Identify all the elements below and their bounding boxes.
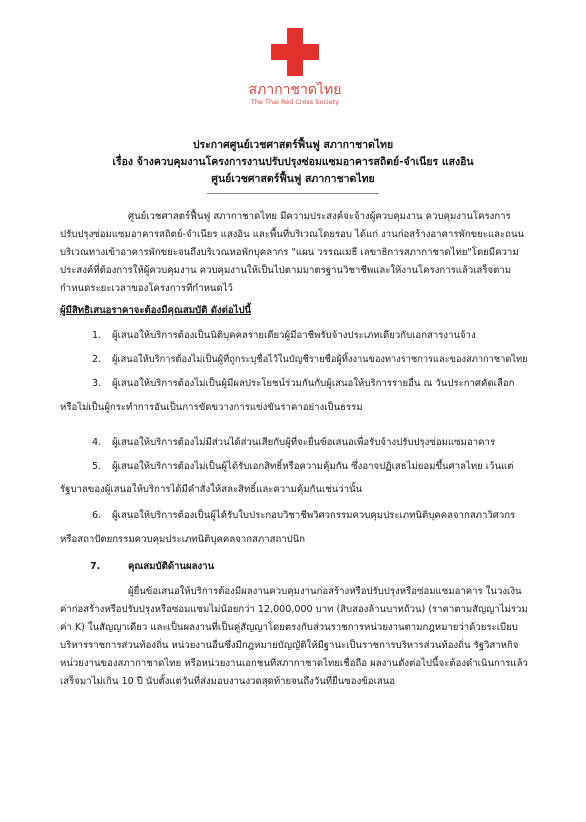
announcement-title: ประกาศศูนย์เวชศาสตร์ฟื้นฟู สภากาชาดไทย xyxy=(192,139,394,151)
section-line: ค่า K) ในสัญญาเดียว และเป็นผลงานที่เป็นคู่สัญญาโดยตรงกับส่วนราชการหน่วยงานตามกฎหมายว่าด้วยระเบียบ xyxy=(60,622,518,633)
list-item-number: 4. xyxy=(92,437,102,448)
qualifications-heading: ผู้มีสิทธิเสนอราคาจะต้องมีคุณสมบัติ ดังต่อไปนี้ xyxy=(60,305,252,316)
list-item: ผู้เสนอให้บริการต้องไม่เป็นผู้มีผลประโยชน์ร่วมกันกับผู้เสนอให้บริการรายอื่น ณ วันประกาศคัดเลือก xyxy=(112,378,515,389)
intro-line: กำหนดระยะเวลาของโครงการที่กำหนดไว้ xyxy=(60,283,233,294)
list-item-number: 1. xyxy=(92,330,102,341)
list-item: ผู้เสนอให้บริการต้องไม่เป็นผู้ได้รับเอกสิทธิ์หรือความคุ้มกัน ซึ่งอาจปฏิเสธไม่ยอมขึ้นศาลไทย เว้นแต่ xyxy=(112,461,514,472)
list-item-number: 6. xyxy=(92,510,102,521)
list-item-continuation: หรือไม่เป็นผู้กระทำการอันเป็นการขัดขวางการแข่งขันราคาอย่างเป็นธรรม xyxy=(60,402,363,413)
header-divider xyxy=(207,193,379,194)
section-line: หน่วยงานของสภากาชาดไทย หรือหน่วยงานเอกชนที่สภากาชาดไทยเชื่อถือ ผลงานดังต่อไปนี้จะต้องดำเนินการแล้ว xyxy=(60,658,528,669)
intro-line: ประสงค์ที่ต้องการให้ผู้ควบคุมงาน ควบคุมงานให้เป็นไปตามมาตรฐานวิชาชีพและให้งานโครงการแล้วเสร็จตาม xyxy=(60,265,512,276)
thai-red-cross-logo xyxy=(248,28,342,106)
logo-english-name: The Thai Red Cross Society xyxy=(250,98,340,106)
list-item-number: 3. xyxy=(92,378,102,389)
red-cross-icon xyxy=(271,28,319,76)
list-item-continuation: รัฐบาลของผู้เสนอให้บริการได้มีคำสั่งให้สละสิทธิ์และความคุ้มกันเช่นว่านั้น xyxy=(60,484,363,495)
list-item-continuation: หรือสถาปัตยกรรมควบคุมประเภทนิติบุคคลจากสภาสถาปนิก xyxy=(60,534,306,545)
list-item: ผู้เสนอให้บริการต้องไม่มีส่วนได้ส่วนเสียกับผู้ที่จะยื่นข้อเสนอเพื่อรับจ้างปรับปรุงซ่อมแซมอาคาร xyxy=(112,437,496,448)
section-line: ค่าก่อสร้างหรือปรับปรุงหรือซ่อมแซมไม่น้อยกว่า 12,000,000 บาท (สิบสองล้านบาทถ้วน) (ราคาตามสัญญาไม่รวม xyxy=(60,604,528,615)
list-item: ผู้เสนอให้บริการต้องเป็นนิติบุคคลรายเดียวผู้มีอาชีพรับจ้างประเภทเดียวกับเอกสารงานจ้าง xyxy=(112,330,476,341)
intro-line: ปรับปรุงซ่อมแซมอาคารสถิตย์-จำเนียร แสงอิน และพื้นที่บริเวณโดยรอบ ได้แก่ งานก่อสร้างอาคารพักขยะและถนน xyxy=(60,229,525,240)
section-line: ผู้ยื่นข้อเสนอให้บริการต้องมีผลงานควบคุมงานก่อสร้างหรือปรับปรุงหรือซ่อมแซมอาคาร ในวงเงิน xyxy=(128,586,522,597)
intro-line: บริเวณทางเข้าอาคารพักขยะจนถึงบริเวณหอพักบุคลากร "แผน วรรณเมธี เลขาธิการสภากาชาดไทย"โดยมีความ xyxy=(60,247,519,258)
intro-line: ศูนย์เวชศาสตร์ฟื้นฟู สภากาชาดไทย มีความประสงค์จะจ้างผู้ควบคุมงาน ควบคุมงานโครงการ xyxy=(128,211,511,222)
section-number: 7. xyxy=(90,561,101,572)
announcement-issuer: ศูนย์เวชศาสตร์ฟื้นฟู สภากาชาดไทย xyxy=(211,173,375,185)
list-item-number: 5. xyxy=(92,461,102,472)
section-line: บริหารราชการส่วนท้องถิ่น หน่วยงานอื่นซึ่งมีกฎหมายบัญญัติให้มีฐานะเป็นราชการบริหารส่วนท้องถิ่น รัฐวิสาหกิจ xyxy=(60,640,519,651)
list-item: ผู้เสนอให้บริการต้องเป็นผู้ได้รับใบประกอบวิชาชีพวิศวกรรมควบคุมประเภทนิติบุคคลจากสภาวิศวกร xyxy=(112,510,516,521)
announcement-subject: เรื่อง จ้างควบคุมงานโครงการงานปรับปรุงซ่อมแซมอาคารสถิตย์-จำเนียร แสงอิน xyxy=(112,156,474,168)
logo-thai-name: สภากาชาดไทย xyxy=(248,82,342,98)
list-item-number: 2. xyxy=(92,354,102,365)
section-heading: คุณสมบัติด้านผลงาน xyxy=(128,561,215,572)
list-item: ผู้เสนอให้บริการต้องไม่เป็นผู้ที่ถูกระบุชื่อไว้ในบัญชีรายชื่อผู้ทิ้งงานของทางราชการและของสภากาชาดไทย xyxy=(112,354,528,365)
section-line: เสร็จมาไม่เกิน 10 ปี นับตั้งแต่วันที่ส่งมอบงานงวดสุดท้ายจนถึงวันที่ยื่นซองข้อเสนอ xyxy=(60,676,396,687)
